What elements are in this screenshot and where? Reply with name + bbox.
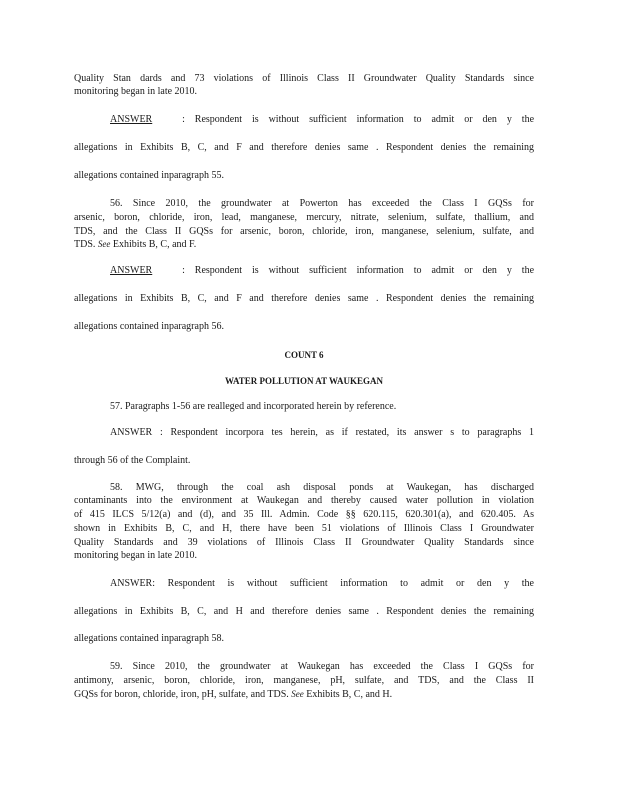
count-heading: COUNT 6 [284,350,324,360]
answer-55-line-2: allegations in Exhibits B, C, and F and therefore denies same . Respondent denies the remaining [74,142,534,153]
p58-line-3: of 415 ILCS 5/12(a) and (d), and 35 Ill. Admin. Code §§ 620.115, 620.301(a), and 620.405. As [74,509,534,520]
p59-text-b: Exhibits B, C, and H. [306,689,393,700]
answer-56-line-3: allegations contained inparagraph 56. [74,321,224,332]
p58-line-2: contaminants into the environment at Waukegan and thereby caused water pollution in violation [74,495,534,506]
answer-58-line-1: ANSWER: Respondent is without sufficient information to admit or den y the [110,578,534,589]
p58-line-6: monitoring began in late 2010. [74,550,198,561]
p56-line-3: TDS, and the Class II GQSs for arsenic, boron, chloride, iron, manganese, selenium, sulfate, and [74,226,534,237]
answer-57-line-2: through 56 of the Complaint. [74,455,191,466]
p58-line-5: Quality Standards and 39 violations of Illinois Class II Groundwater Quality Standards since [74,537,534,548]
answer-57-line-1: ANSWER : Respondent incorpora tes herein, as if restated, its answer s to paragraphs 1 [110,427,534,438]
p59-line-2: antimony, arsenic, boron, chloride, iron, manganese, pH, sulfate, and TDS, and the Class II [74,675,534,686]
p59-line-1: 59. Since 2010, the groundwater at Waukegan has exceeded the Class I GQSs for [110,661,534,672]
p55-line-2: monitoring began in late 2010. [74,86,198,97]
p59-line-3 [74,688,534,701]
answer-56-line-2: allegations in Exhibits B, C, and F and therefore denies same . Respondent denies the remaining [74,293,534,304]
answer-56-line-1 [110,264,534,277]
p58-line-4: shown in Exhibits B, C, and H, there have been 51 violations of Illinois Class I Groundwater [74,523,534,534]
p56-text-b: Exhibits B, C, and F. [112,239,197,250]
p56-line-4 [74,238,534,251]
answer-label: ANSWER [110,114,153,125]
count-subheading: WATER POLLUTION AT WAUKEGAN [224,376,384,386]
answer-55-line-3: allegations contained inparagraph 55. [74,170,224,181]
answer-55-text: : Respondent is without sufficient information to admit or den y the [182,114,535,125]
see-signal: See [97,239,111,249]
answer-label: ANSWER [110,265,153,276]
p59-text-a: GQSs for boron, chloride, iron, pH, sulfate, and TDS. [74,689,289,700]
p55-line-1: Quality Stan dards and 73 violations of Illinois Class II Groundwater Quality Standards since [74,73,534,84]
p56-line-2: arsenic, boron, chloride, iron, lead, manganese, mercury, nitrate, selenium, sulfate, thallium, and [74,212,534,223]
p56-line-1: 56. Since 2010, the groundwater at Powerton has exceeded the Class I GQSs for [110,198,534,209]
p57-line-1: 57. Paragraphs 1-56 are realleged and incorporated herein by reference. [110,401,397,412]
answer-56-text: : Respondent is without sufficient information to admit or den y the [182,265,535,276]
see-signal: See [291,689,304,699]
p56-text-a: TDS. [74,239,96,250]
answer-58-line-3: allegations contained inparagraph 58. [74,633,224,644]
answer-58-line-2: allegations in Exhibits B, C, and H and therefore denies same . Respondent denies the remaining [74,606,534,617]
p58-line-1: 58. MWG, through the coal ash disposal ponds at Waukegan, has discharged [110,482,534,493]
answer-55-line-1 [110,113,534,126]
